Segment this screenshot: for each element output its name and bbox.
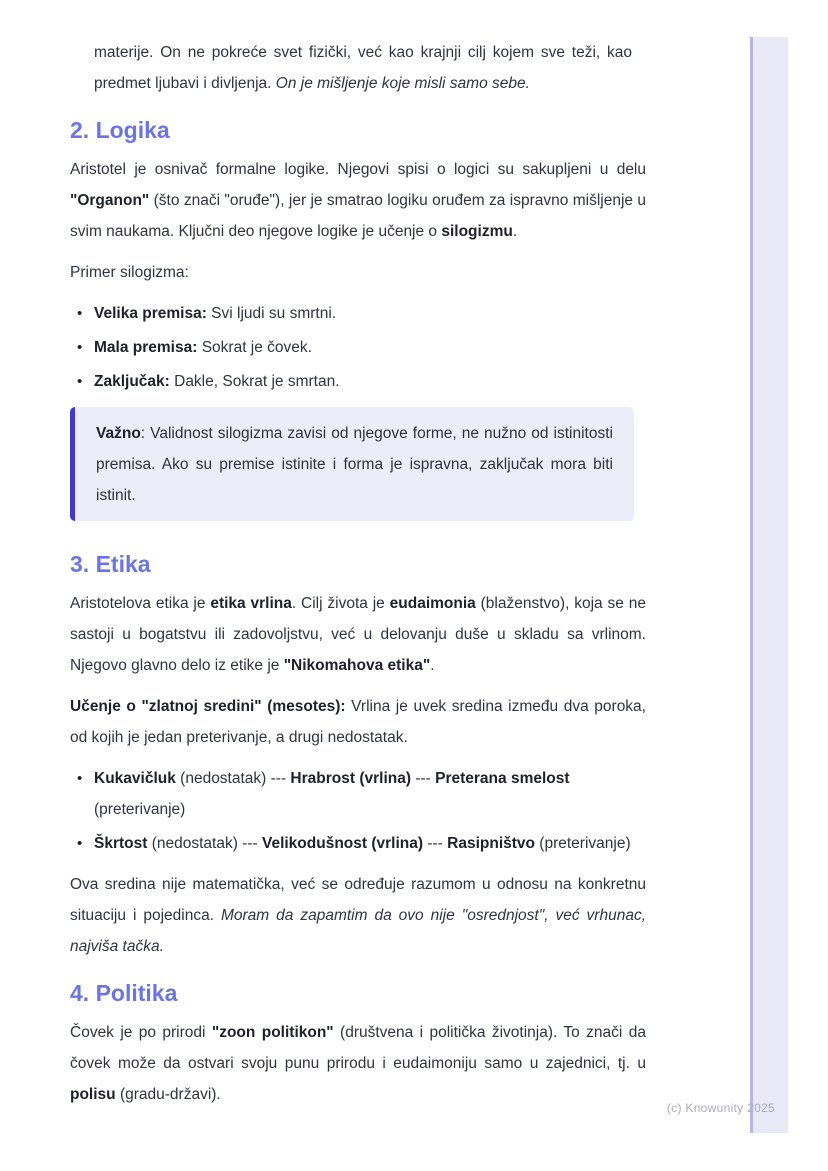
text-segment-regular: (nedostatak) --- bbox=[175, 770, 291, 787]
text-segment-regular: Vrlina je uvek sredina između dva poroka, od kojih je jedan preterivanje, a drugi nedostatak. bbox=[70, 698, 646, 746]
paragraph bbox=[94, 37, 632, 99]
text-segment-bold: Kukavičluk bbox=[94, 770, 176, 787]
page-edge-strip bbox=[750, 37, 788, 1133]
text-segment-regular: (nedostatak) --- bbox=[147, 835, 262, 852]
text-segment-regular: Sokrat je čovek. bbox=[197, 339, 312, 356]
text-segment-italic: On je mišljenje koje misli samo sebe. bbox=[275, 75, 530, 92]
text-segment-bold: Rasipništvo bbox=[447, 835, 535, 852]
text-segment-regular: (što znači "oruđe"), jer je smatrao logiku oruđem za ispravno mišljenje u svim naukama. Ključni deo njegove logike je učenje o bbox=[70, 192, 646, 240]
text-segment-regular: Aristotel je osnivač formalne logike. Njegovi spisi o logici su sakupljeni u delu bbox=[70, 161, 646, 178]
text-segment-bold: Važno bbox=[96, 425, 141, 442]
paragraph bbox=[70, 257, 646, 288]
paragraph bbox=[70, 691, 646, 753]
text-segment-regular: . bbox=[430, 657, 435, 674]
text-segment-regular: materije. On ne pokreće svet fizički, već kao krajnji cilj kojem sve teži, kao predmet ljubavi i divljenja. bbox=[94, 44, 632, 92]
text-segment-bold: silogizmu bbox=[441, 223, 513, 240]
important-callout bbox=[70, 407, 634, 521]
bullet-dot-icon: • bbox=[77, 770, 83, 787]
paragraph bbox=[70, 588, 646, 681]
paragraph bbox=[70, 154, 646, 247]
text-segment-regular: . bbox=[512, 223, 518, 240]
section-heading: 3. Etika bbox=[70, 551, 151, 577]
text-segment-regular: (gradu-državi). bbox=[115, 1086, 221, 1103]
text-segment-bold: Velikodušnost (vrlina) bbox=[261, 835, 424, 852]
text-segment-regular: . Cilj života je bbox=[291, 595, 390, 612]
text-segment-bold: Zaključak: bbox=[94, 373, 170, 390]
section-heading: 2. Logika bbox=[70, 117, 170, 143]
copyright-watermark: (c) Knowunity 2025 bbox=[666, 1101, 775, 1115]
text-segment-bold: "zoon politikon" bbox=[211, 1024, 334, 1041]
bullet-list bbox=[70, 763, 646, 859]
text-segment-bold: Hrabrost (vrlina) bbox=[290, 770, 412, 787]
text-segment-regular: Aristotelova etika je bbox=[70, 595, 211, 612]
text-segment-regular: --- bbox=[411, 770, 436, 787]
text-segment-regular: (preterivanje) bbox=[94, 801, 186, 818]
text-segment-bold: "Nikomahova etika" bbox=[283, 657, 431, 674]
text-segment-regular: Svi ljudi su smrtni. bbox=[206, 305, 337, 322]
bullet-dot-icon: • bbox=[77, 373, 83, 390]
list-item bbox=[70, 828, 646, 859]
bullet-dot-icon: • bbox=[77, 339, 83, 356]
text-segment-regular: --- bbox=[423, 835, 448, 852]
list-item bbox=[70, 366, 646, 397]
text-segment-bold: Mala premisa: bbox=[94, 339, 198, 356]
section-heading: 4. Politika bbox=[70, 980, 178, 1006]
paragraph bbox=[70, 1017, 646, 1110]
text-segment-regular: Dakle, Sokrat je smrtan. bbox=[169, 373, 340, 390]
text-segment-regular: (blaženstvo), koja se ne sastoji u bogatstvu ili zadovoljstvu, već u delovanju duše u skladu sa vrlinom. Njegovo glavno delo iz etike je bbox=[70, 595, 646, 674]
text-segment-regular: : Validnost silogizma zavisi od njegove forme, ne nužno od istinitosti premisa. Ako su premise istinite i forma je ispravna, zaključak mora biti istinit. bbox=[96, 425, 613, 504]
text-segment-regular: Čovek je po prirodi bbox=[70, 1024, 212, 1041]
text-segment-regular: (društvena i politička životinja). To znači da čovek može da ostvari svoju punu prirodu i eudaimoniju samo u zajednici, tj. u bbox=[70, 1024, 646, 1072]
bullet-list bbox=[70, 298, 646, 397]
paragraph bbox=[70, 869, 646, 962]
bullet-dot-icon: • bbox=[77, 305, 83, 322]
bullet-dot-icon: • bbox=[77, 835, 83, 852]
list-item bbox=[70, 298, 646, 329]
list-item bbox=[70, 763, 646, 825]
document-content bbox=[70, 37, 646, 1120]
text-segment-regular: (preterivanje) bbox=[535, 835, 631, 852]
text-segment-regular: Ova sredina nije matematička, već se određuje razumom u odnosu na konkretnu situaciju i pojedinca. bbox=[70, 876, 646, 924]
text-segment-bold: etika vrlina bbox=[210, 595, 292, 612]
text-segment-bold: Škrtost bbox=[94, 835, 148, 852]
text-segment-regular: Primer silogizma: bbox=[70, 264, 189, 281]
text-segment-bold: Velika premisa: bbox=[94, 305, 207, 322]
callout-paragraph bbox=[96, 418, 613, 511]
text-segment-bold: eudaimonia bbox=[389, 595, 476, 612]
text-segment-italic: Moram da zapamtim da ovo nije "osrednjost", već vrhunac, najviša tačka. bbox=[70, 907, 646, 955]
text-segment-bold: Učenje o "zlatnoj sredini" (mesotes): bbox=[70, 698, 346, 715]
text-segment-bold: polisu bbox=[70, 1086, 116, 1103]
text-segment-bold: "Organon" bbox=[70, 192, 150, 209]
text-segment-bold: Preterana smelost bbox=[435, 770, 570, 787]
list-item bbox=[70, 332, 646, 363]
